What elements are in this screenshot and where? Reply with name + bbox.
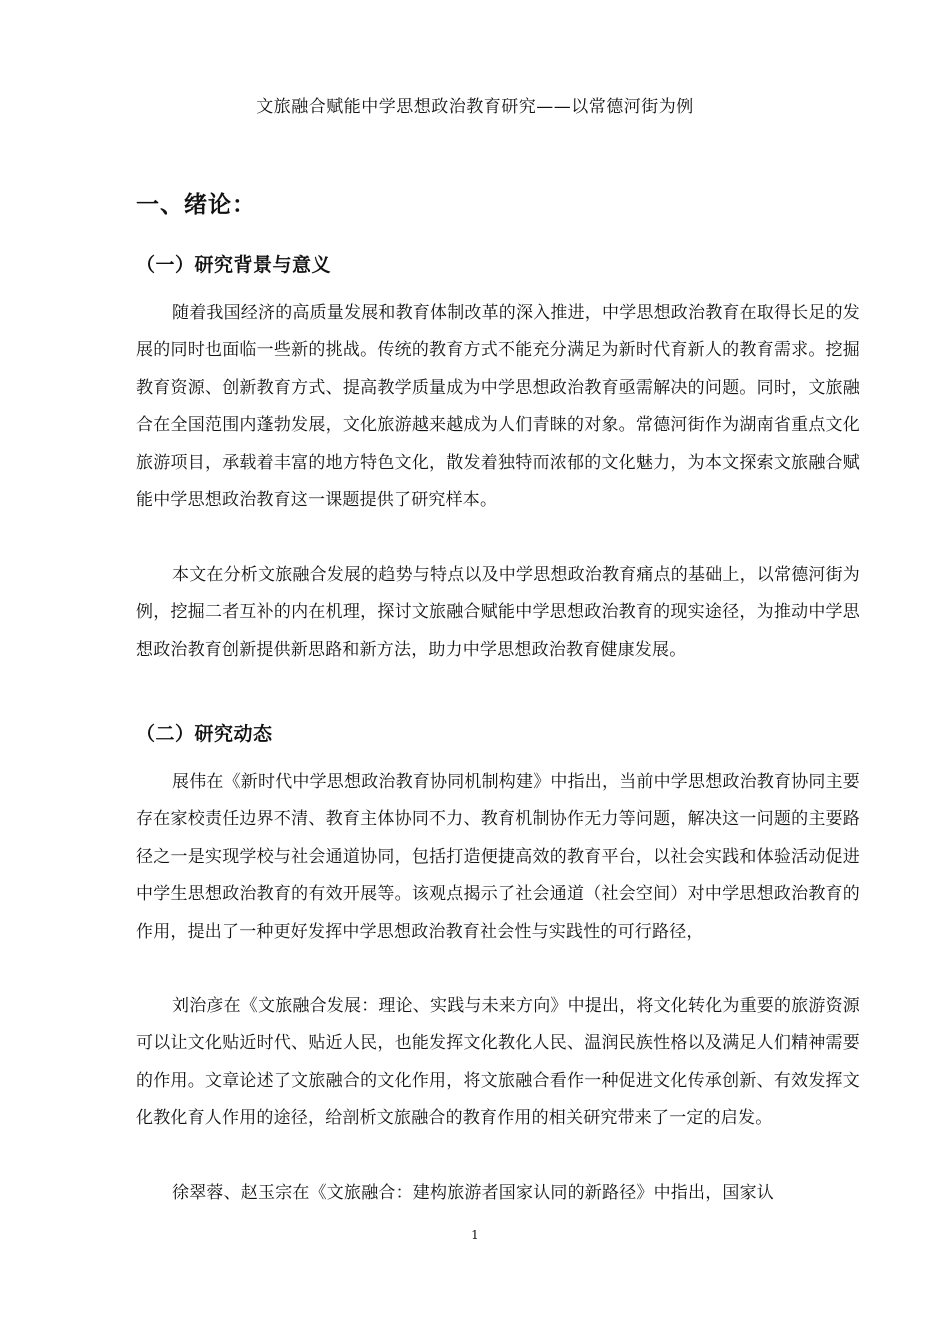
paragraph-research-1: 展伟在《新时代中学思想政治教育协同机制构建》中指出，当前中学思想政治教育协同主要存在家校责任边界不清、教育主体协同不力、教育机制协作无力等问题，解决这一问题的主要路径之一是实现学校与社会通道协同，包括打造便捷高效的教育平台，以社会实践和体验活动促进中学生思想政治教育的有效开展等。该观点揭示了社会通道（社会空间）对中学思想政治教育的作用，提出了一种更好发挥中学思想政治教育社会性与实践性的可行路径， [136, 772, 860, 942]
paragraph-research-3: 徐翠蓉、赵玉宗在《文旅融合：建构旅游者国家认同的新路径》中指出，国家认 [172, 1183, 774, 1203]
section-heading-background: （一）研究背景与意义 [136, 254, 332, 276]
document-title: 文旅融合赋能中学思想政治教育研究——以常德河街为例 [256, 97, 694, 117]
chapter-heading: 一、绪论： [136, 192, 256, 218]
section-heading-research-status: （二）研究动态 [136, 723, 273, 745]
paragraph-background-2: 本文在分析文旅融合发展的趋势与特点以及中学思想政治教育痛点的基础上，以常德河街为例，挖掘二者互补的内在机理，探讨文旅融合赋能中学思想政治教育的现实途径，为推动中学思想政治教育创新提供新思路和新方法，助力中学思想政治教育健康发展。 [136, 565, 860, 660]
paragraph-background-1: 随着我国经济的高质量发展和教育体制改革的深入推进，中学思想政治教育在取得长足的发展的同时也面临一些新的挑战。传统的教育方式不能充分满足为新时代育新人的教育需求。挖掘教育资源、创新教育方式、提高教学质量成为中学思想政治教育亟需解决的问题。同时，文旅融合在全国范围内蓬勃发展，文化旅游越来越成为人们青睐的对象。常德河街作为湖南省重点文化旅游项目，承载着丰富的地方特色文化，散发着独特而浓郁的文化魅力，为本文探索文旅融合赋能中学思想政治教育这一课题提供了研究样本。 [136, 303, 860, 511]
paragraph-research-2: 刘治彦在《文旅融合发展：理论、实践与未来方向》中提出，将文化转化为重要的旅游资源可以让文化贴近时代、贴近人民，也能发挥文化教化人民、温润民族性格以及满足人们精神需要的作用。文章论述了文旅融合的文化作用，将文旅融合看作一种促进文化传承创新、有效发挥文化教化育人作用的途径，给剖析文旅融合的教育作用的相关研究带来了一定的启发。 [136, 996, 860, 1129]
page-number: 1 [471, 1228, 479, 1242]
